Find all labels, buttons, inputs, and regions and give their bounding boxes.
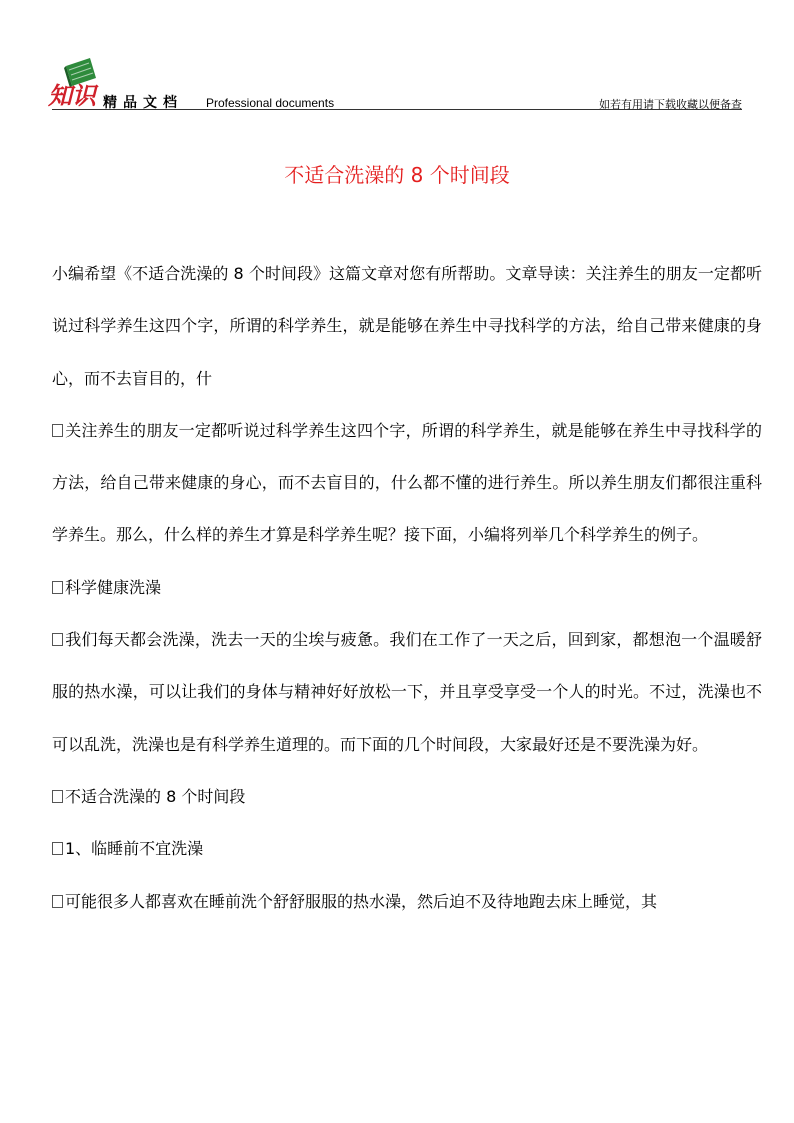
paragraph-text: 可能很多人都喜欢在睡前洗个舒舒服服的热水澡，然后迫不及待地跑去床上睡觉，其 [65,891,658,911]
paragraph-text: 小编希望《不适合洗澡的 8 个时间段》这篇文章对您有所帮助。文章导读：关注养生的朋友一定都听说过科学养生这四个字，所谓的科学养生，就是能够在养生中寻找科学的方法，给自己带来健康的身心，而不去盲目的，什 [52,264,762,388]
logo-lettering: 知识 [48,81,96,108]
paragraph-text: 我们每天都会洗澡，洗去一天的尘埃与疲惫。我们在工作了一天之后，回到家，都想泡一个温暖舒服的热水澡，可以让我们的身体与精神好好放松一下，并且享受享受一个人的时光。不过，洗澡也不可以乱洗，洗澡也是有科学养生道理的。而下面的几个时间段，大家最好还是不要洗澡为好。 [52,630,762,754]
missing-glyph-box-icon [52,895,63,908]
list-item-heading [52,823,762,875]
heading-text: 1、临睡前不宜洗澡 [65,839,204,859]
missing-glyph-box-icon [52,424,63,437]
missing-glyph-box-icon [52,790,63,803]
paragraph-bathing [52,614,762,771]
paragraph-scientific-health [52,405,762,562]
paragraph-text: 关注养生的朋友一定都听说过科学养生这四个字，所谓的科学养生，就是能够在养生中寻找科学的方法，给自己带来健康的身心，而不去盲目的，什么都不懂的进行养生。所以养生朋友们都很注重科学养生。那么，什么样的养生才算是科学养生呢？接下面，小编将列举几个科学养生的例子。 [52,420,762,545]
paragraph-intro [52,248,762,405]
missing-glyph-box-icon [52,842,63,855]
download-note: 如若有用请下载收藏以便备查 [599,98,742,111]
heading-text: 科学健康洗澡 [65,577,162,597]
section-heading [52,562,762,614]
section-heading [52,771,762,823]
document-body [52,248,762,928]
missing-glyph-box-icon [52,581,63,594]
brand-title: 精品文档 [103,95,183,111]
header-divider [52,109,742,110]
brand-subtitle: Professional documents [206,96,335,110]
heading-text: 不适合洗澡的 8 个时间段 [65,786,246,806]
missing-glyph-box-icon [52,633,63,646]
page-header [0,0,794,115]
document-title: 不适合洗澡的 8 个时间段 [284,163,510,187]
paragraph-before-sleep [52,876,762,928]
book-logo-icon [46,52,102,108]
